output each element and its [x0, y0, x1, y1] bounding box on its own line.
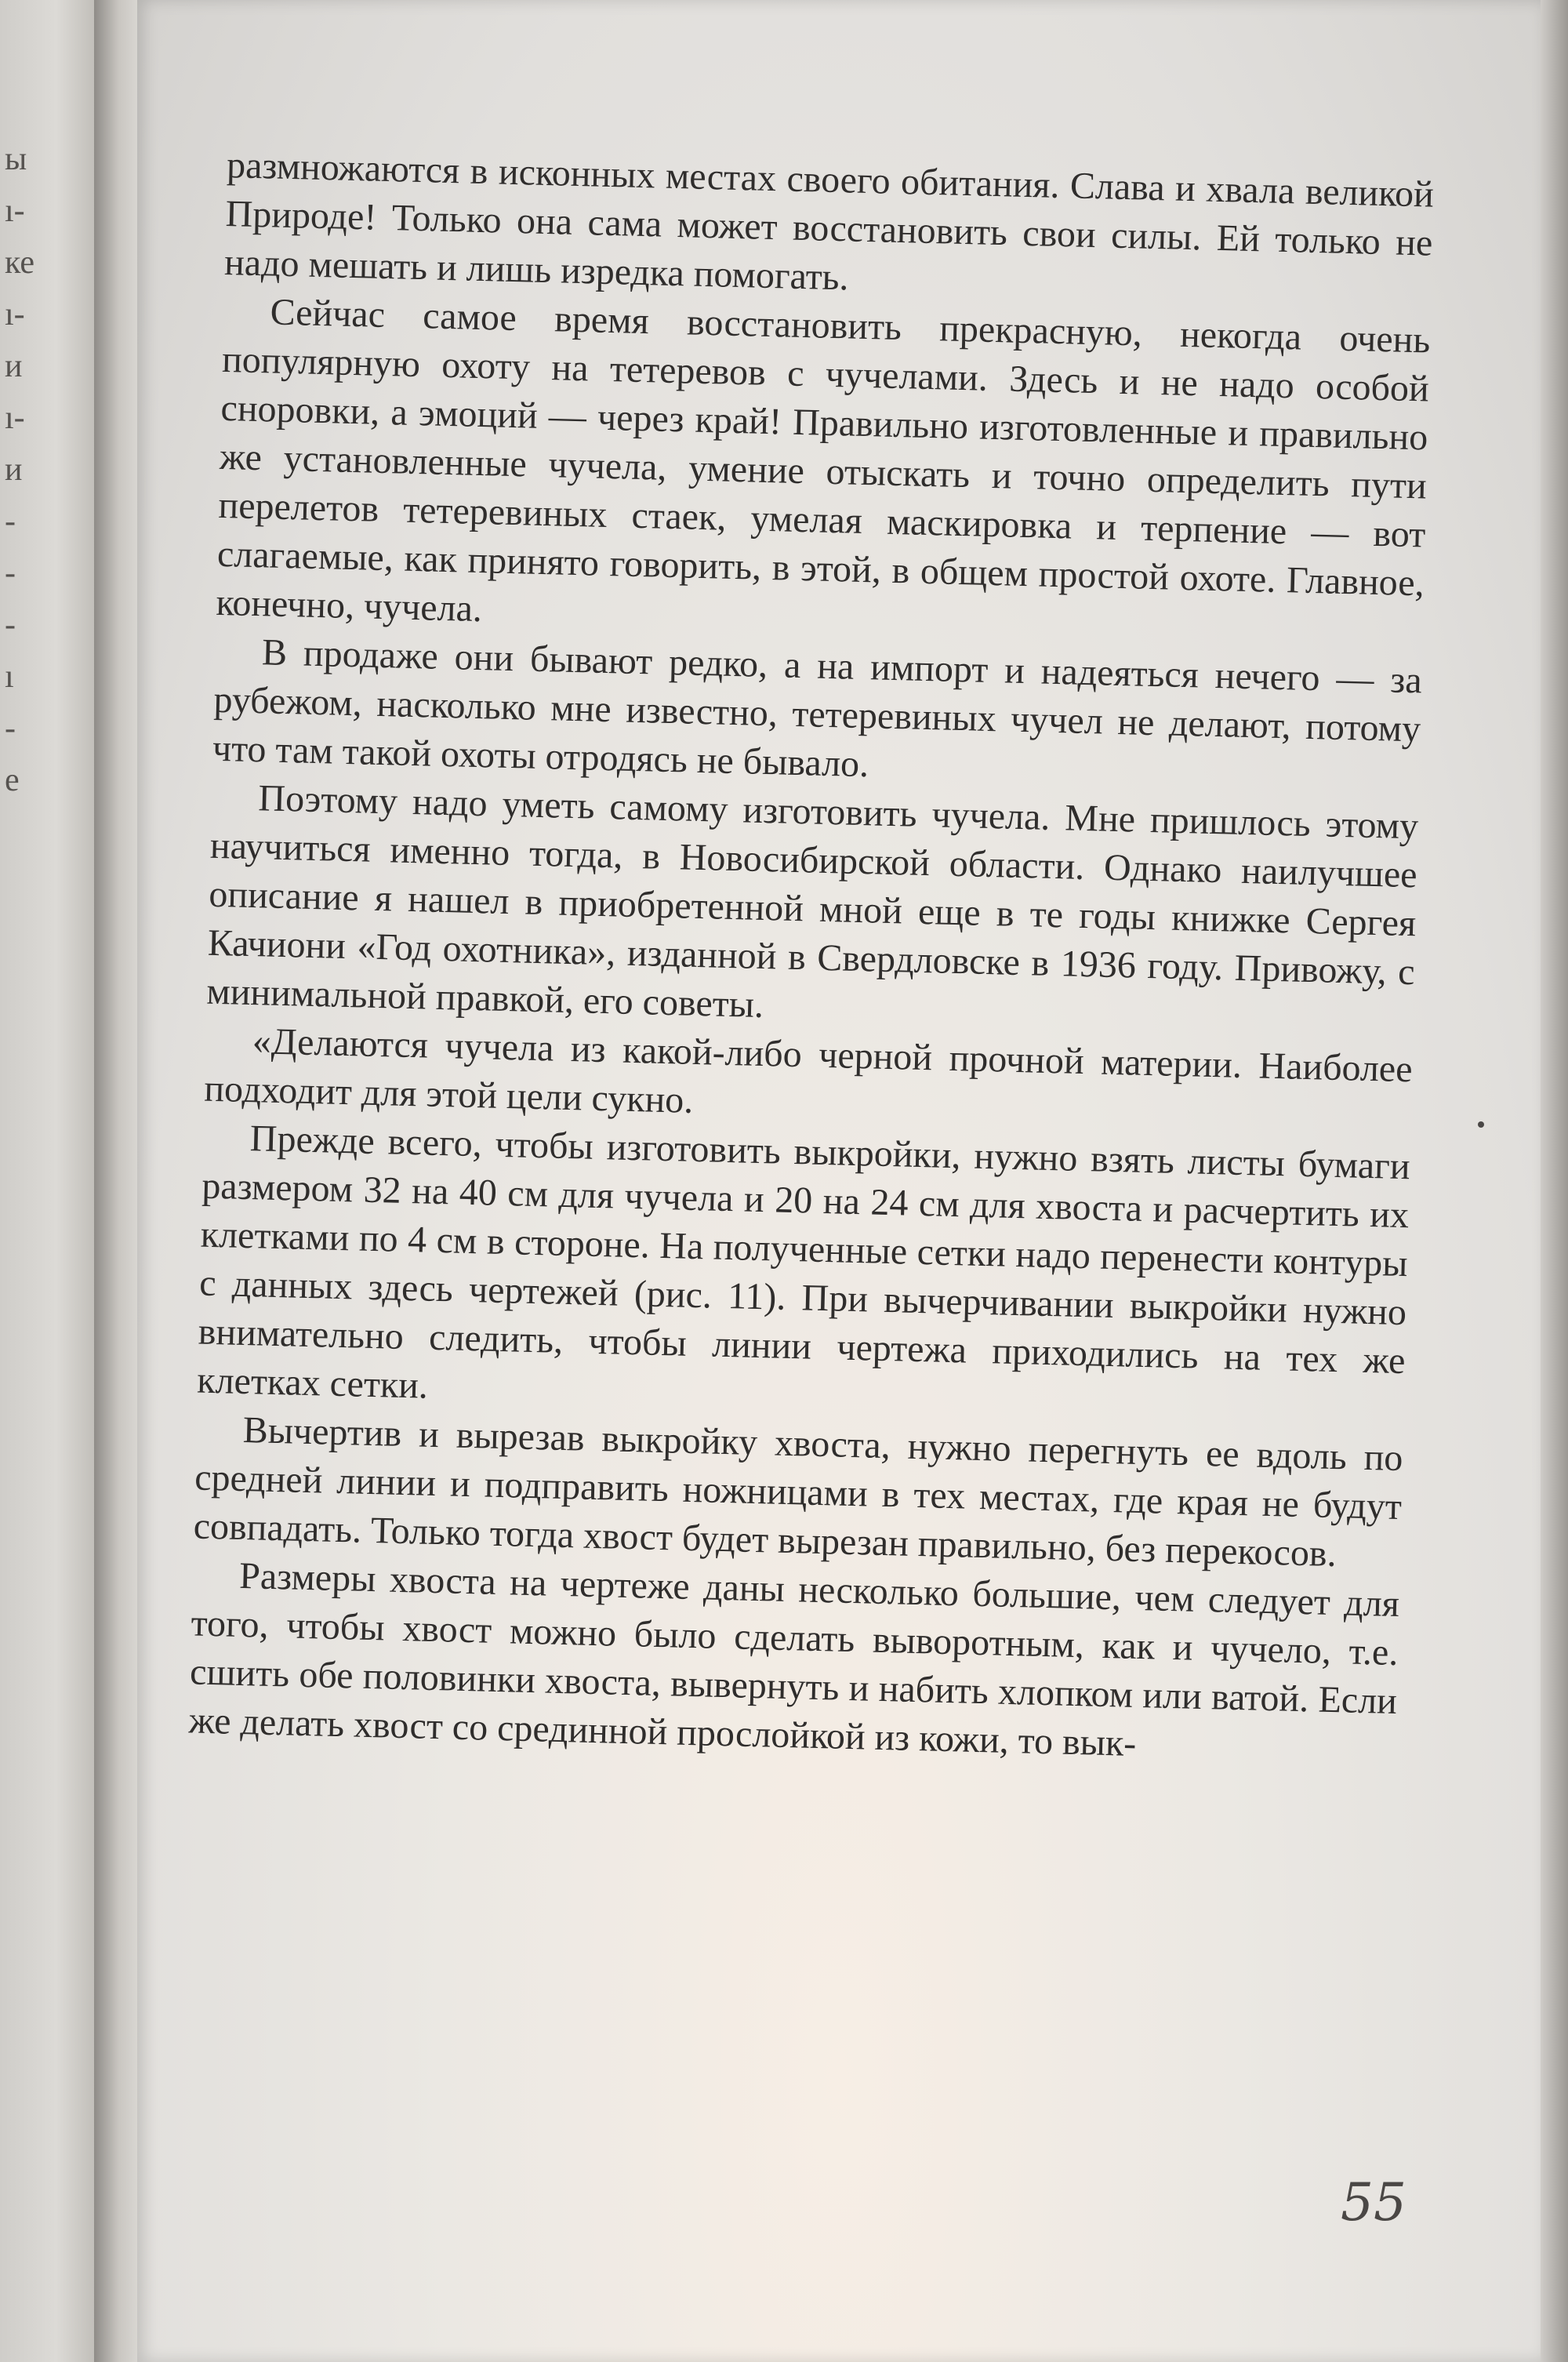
paragraph: Сейчас самое время восстановить прекрасную, некогда очень популярную охоту на тетеревов с чучелами. Здесь и не надо особой сноровки, а эмоций — через край! Правильно изготовленные и правильно же установленные чучела, умение отыскать и точно определить пути перелетов тетеревиных стаек, умелая маскировка и терпение — вот слагаемые, как принято говорить, в этой, в общем простой охоте. Главное, конечно, чучела.: [215, 291, 1431, 630]
fragment: -: [5, 607, 16, 643]
fragment: ı-: [5, 296, 25, 332]
paragraph: Прежде всего, чтобы изготовить выкройки, нужно взять листы бумаги размером 32 на 40 см для чучела и 20 на 24 см для хвоста и расчертить их клетками по 4 см в стороне. На полученные сетки надо перенести контуры с данных здесь чертежей (рис. 11). При вычерчивании выкройки нужно внимательно следить, чтобы линии чертежа приходились на тех же клетках сетки.: [196, 1117, 1411, 1407]
fragment: ı-: [5, 400, 25, 436]
fragment: ы: [5, 141, 27, 177]
page-number: 55: [1341, 2172, 1406, 2233]
fragment: -: [5, 710, 16, 747]
paragraph: Размеры хвоста на чертеже даны несколько большие, чем следует для того, чтобы хвост можно было сделать выворотным, как и чучело, т.е. сшить обе половинки хвоста, вывернуть и набить хлопком или ватой. Если же делать хвост со срединной прослойкой из кожи, то вык-: [188, 1554, 1400, 1764]
fragment: ı-: [5, 193, 25, 229]
fragment: и: [5, 348, 23, 384]
paragraph: размножаются в исконных местах своего обитания. Слава и хвала великой Природе! Только она сама может восстановить свои силы. Ей только не надо мешать и лишь изредка помогать.: [223, 144, 1435, 299]
fragment: ı: [5, 659, 14, 695]
page-text: [188, 141, 1435, 1775]
margin-dot: [1478, 1121, 1484, 1128]
fragment: ке: [5, 245, 35, 281]
paragraph: «Делаются чучела из какой-либо черной прочной материи. Наиболее подходит для этой цели сукно.: [203, 1020, 1414, 1121]
page-edge: [1541, 0, 1568, 2362]
paragraph: В продаже они бывают редко, а на импорт и надеяться нечего — за рубежом, насколько мне известно, тетеревиных чучел не делают, потому что там такой охоты отродясь не бывало.: [212, 631, 1423, 786]
paragraph: Вычертив и вырезав выкройку хвоста, нужно перегнуть ее вдоль по средней линии и подправить ножницами в тех местах, где края не будут совпадать. Только тогда хвост будет вырезан правильно, без перекосов.: [193, 1408, 1404, 1575]
fragment: е: [5, 762, 20, 798]
fragment: и: [5, 452, 23, 488]
paragraph: Поэтому надо уметь самому изготовить чучела. Мне пришлось этому научиться именно тогда, в Новосибирской области. Однако наилучшее описание я нашел в приобретенной мной еще в те годы книжке Сергея Качиони «Год охотника», изданной в Свердловске в 1936 году. Привожу, с минимальной правкой, его советы.: [205, 777, 1419, 1027]
fragment: -: [5, 503, 16, 540]
left-page-edge: [0, 0, 94, 2362]
fragment: -: [5, 555, 16, 591]
left-page-fragments: [5, 133, 52, 806]
